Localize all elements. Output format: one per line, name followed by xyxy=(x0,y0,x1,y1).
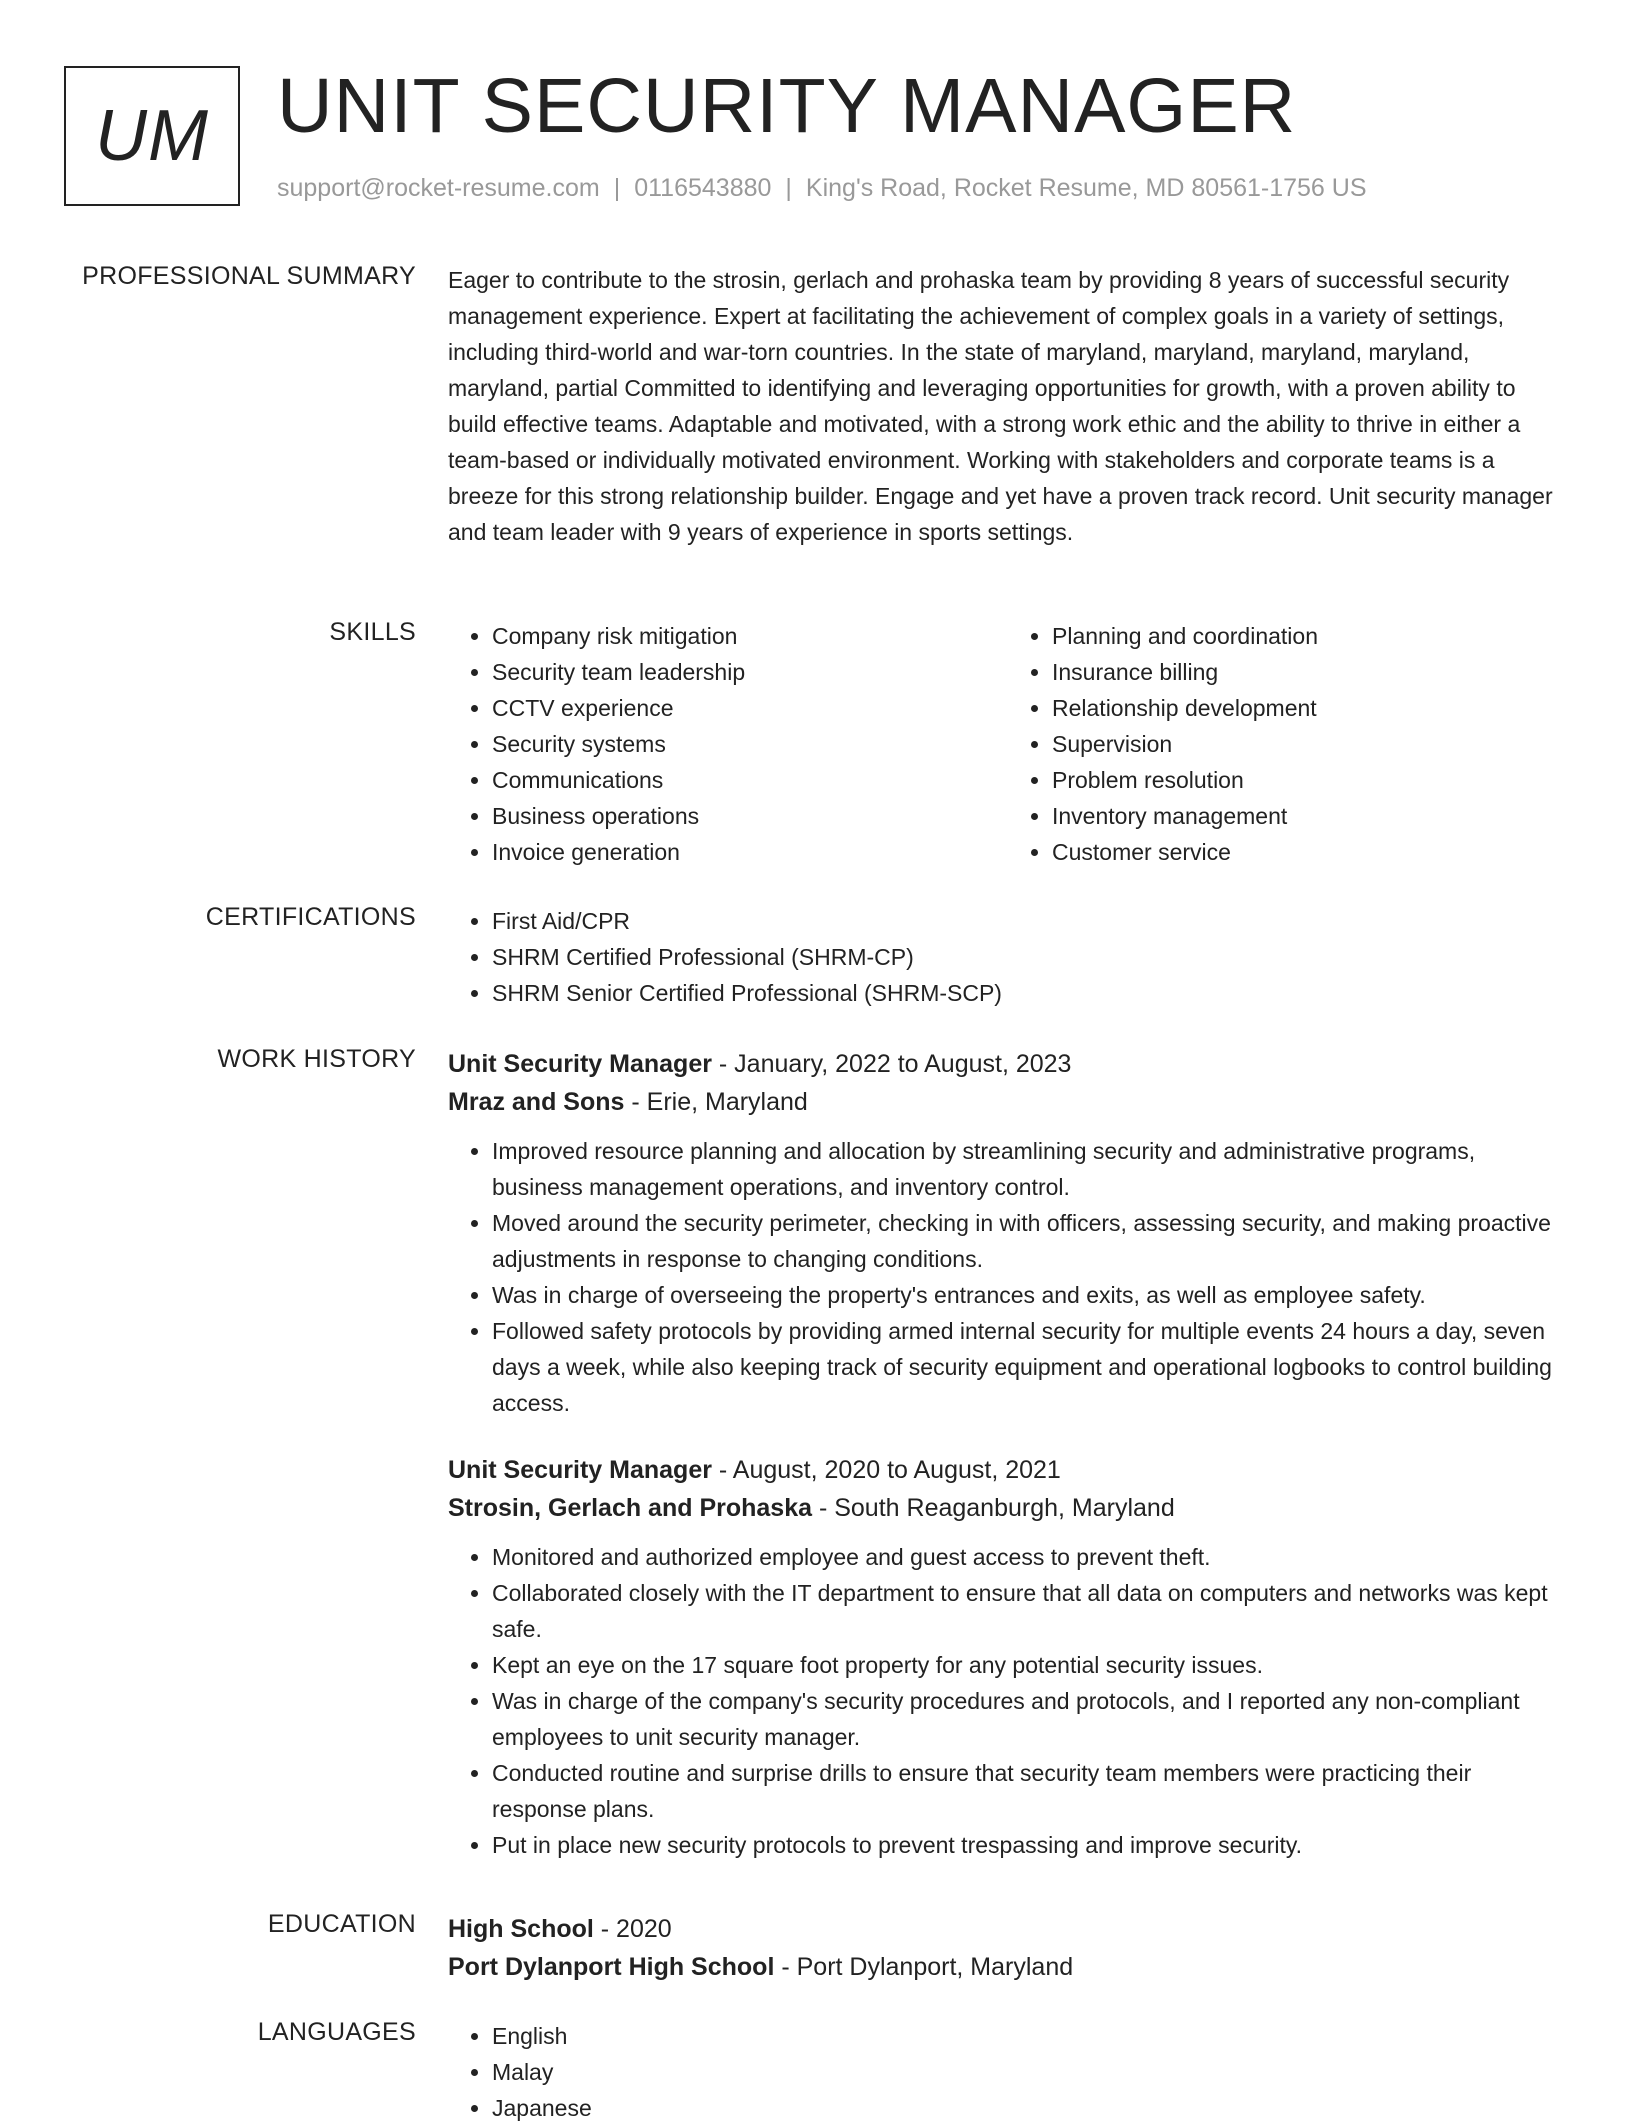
skill-item: • Insurance billing xyxy=(1052,654,1568,690)
skills-list-right xyxy=(1008,618,1568,870)
job-bullets xyxy=(448,1539,1568,1863)
languages-body xyxy=(448,2018,1568,2126)
education-school-line xyxy=(448,1948,1568,1986)
skill-item: • Security systems xyxy=(492,726,1008,762)
job-bullet: • Collaborated closely with the IT department to ensure that all data on computers and networks was kept safe. xyxy=(492,1575,1568,1647)
contact-separator: | xyxy=(785,174,792,202)
job-company-line xyxy=(448,1489,1568,1527)
job-role-line xyxy=(448,1451,1568,1489)
summary-body xyxy=(448,262,1568,550)
job-bullet: • Moved around the security perimeter, checking in with officers, assessing security, and making proactive adjustments in response to changing conditions. xyxy=(492,1205,1568,1277)
language-item: • Malay xyxy=(492,2054,1568,2090)
resume-header xyxy=(64,63,1568,216)
education-body xyxy=(448,1910,1568,1986)
section-title-education: EDUCATION xyxy=(267,1910,416,1938)
job-bullet: • Followed safety protocols by providing armed internal security for multiple events 24 hours a day, seven days a week, while also keeping track of security equipment and operational logbooks to control building access. xyxy=(492,1313,1568,1421)
job-bullet: • Was in charge of overseeing the property's entrances and exits, as well as employee safety. xyxy=(492,1277,1568,1313)
job-bullet: • Kept an eye on the 17 square foot property for any potential security issues. xyxy=(492,1647,1568,1683)
job-company: Strosin, Gerlach and Prohaska xyxy=(448,1494,813,1522)
certification-item: • SHRM Certified Professional (SHRM-CP) xyxy=(492,939,1568,975)
job-location: - South Reaganburgh, Maryland xyxy=(812,1494,1175,1522)
job-bullet: • Was in charge of the company's security procedures and protocols, and I reported any non-compliant employees to unit security manager. xyxy=(492,1683,1568,1755)
job-dates: - January, 2022 to August, 2023 xyxy=(711,1050,1072,1078)
section-title-certifications: CERTIFICATIONS xyxy=(205,903,416,931)
resume-title: UNIT SECURITY MANAGER xyxy=(277,63,1297,149)
skill-item: • Customer service xyxy=(1052,834,1568,870)
contact-address: King's Road, Rocket Resume, MD 80561-1756 US xyxy=(805,174,1367,202)
section-title-work-history: WORK HISTORY xyxy=(217,1045,416,1073)
contact-separator: | xyxy=(613,174,621,202)
section-title-summary: PROFESSIONAL SUMMARY xyxy=(82,262,416,290)
job-role: Unit Security Manager xyxy=(448,1456,712,1484)
job-bullet: • Monitored and authorized employee and guest access to prevent theft. xyxy=(492,1539,1568,1575)
job-dates: - August, 2020 to August, 2021 xyxy=(711,1456,1061,1484)
job-company: Mraz and Sons xyxy=(448,1088,625,1116)
skill-item: • Planning and coordination xyxy=(1052,618,1568,654)
certifications-body xyxy=(448,903,1568,1011)
skill-item: • CCTV experience xyxy=(492,690,1008,726)
job-bullet: • Conducted routine and surprise drills to ensure that security team members were practicing their response plans. xyxy=(492,1755,1568,1827)
job-bullets xyxy=(448,1133,1568,1421)
job-entry xyxy=(448,1045,1568,1421)
job-role: Unit Security Manager xyxy=(448,1050,712,1078)
education-location: - Port Dylanport, Maryland xyxy=(774,1953,1074,1981)
education-year: - 2020 xyxy=(593,1915,672,1943)
skill-item: • Communications xyxy=(492,762,1008,798)
education-degree: High School xyxy=(448,1915,594,1943)
monogram-badge: UM xyxy=(64,66,240,206)
job-bullet: • Improved resource planning and allocation by streamlining security and administrative programs, business management operations, and inventory control. xyxy=(492,1133,1568,1205)
summary-text: Eager to contribute to the strosin, gerlach and prohaska team by providing 8 years of successful security management experience. Expert at facilitating the achievement of complex goals in a variety of settings, including third-world and war-torn countries. In the state of maryland, maryland, maryland, maryland, maryland, partial Committed to identifying and leveraging opportunities for growth, with a proven ability to build effective teams. Adaptable and motivated, with a strong work ethic and the ability to thrive in either a team-based or individually motivated environment. Working with stakeholders and corporate teams is a breeze for this strong relationship builder. Engage and yet have a proven track record. Unit security manager and team leader with 9 years of experience in sports settings. xyxy=(448,267,1553,545)
language-item: • English xyxy=(492,2018,1568,2054)
skill-item: • Business operations xyxy=(492,798,1008,834)
certification-item: • First Aid/CPR xyxy=(492,903,1568,939)
skill-item: • Invoice generation xyxy=(492,834,1008,870)
skill-item: • Company risk mitigation xyxy=(492,618,1008,654)
skills-list-left xyxy=(448,618,1008,870)
job-company-line xyxy=(448,1083,1568,1121)
skill-item: • Supervision xyxy=(1052,726,1568,762)
job-bullet: • Put in place new security protocols to prevent trespassing and improve security. xyxy=(492,1827,1568,1863)
contact-email[interactable]: support@rocket-resume.com xyxy=(277,174,600,202)
languages-list xyxy=(448,2018,1568,2126)
job-location: - Erie, Maryland xyxy=(624,1088,808,1116)
education-school: Port Dylanport High School xyxy=(448,1953,775,1981)
contact-phone[interactable]: 0116543880 xyxy=(634,174,772,202)
skill-item: • Inventory management xyxy=(1052,798,1568,834)
skills-body xyxy=(448,618,1568,870)
section-title-skills: SKILLS xyxy=(329,618,416,646)
contact-line xyxy=(277,174,1367,203)
skill-item: • Relationship development xyxy=(1052,690,1568,726)
language-item: • Japanese xyxy=(492,2090,1568,2126)
work-history-body xyxy=(448,1045,1568,1863)
skill-item: • Problem resolution xyxy=(1052,762,1568,798)
job-entry xyxy=(448,1451,1568,1863)
skill-item: • Security team leadership xyxy=(492,654,1008,690)
education-degree-line xyxy=(448,1910,1568,1948)
job-role-line xyxy=(448,1045,1568,1083)
certifications-list xyxy=(448,903,1568,1011)
section-title-languages: LANGUAGES xyxy=(257,2018,416,2046)
certification-item: • SHRM Senior Certified Professional (SHRM-SCP) xyxy=(492,975,1568,1011)
